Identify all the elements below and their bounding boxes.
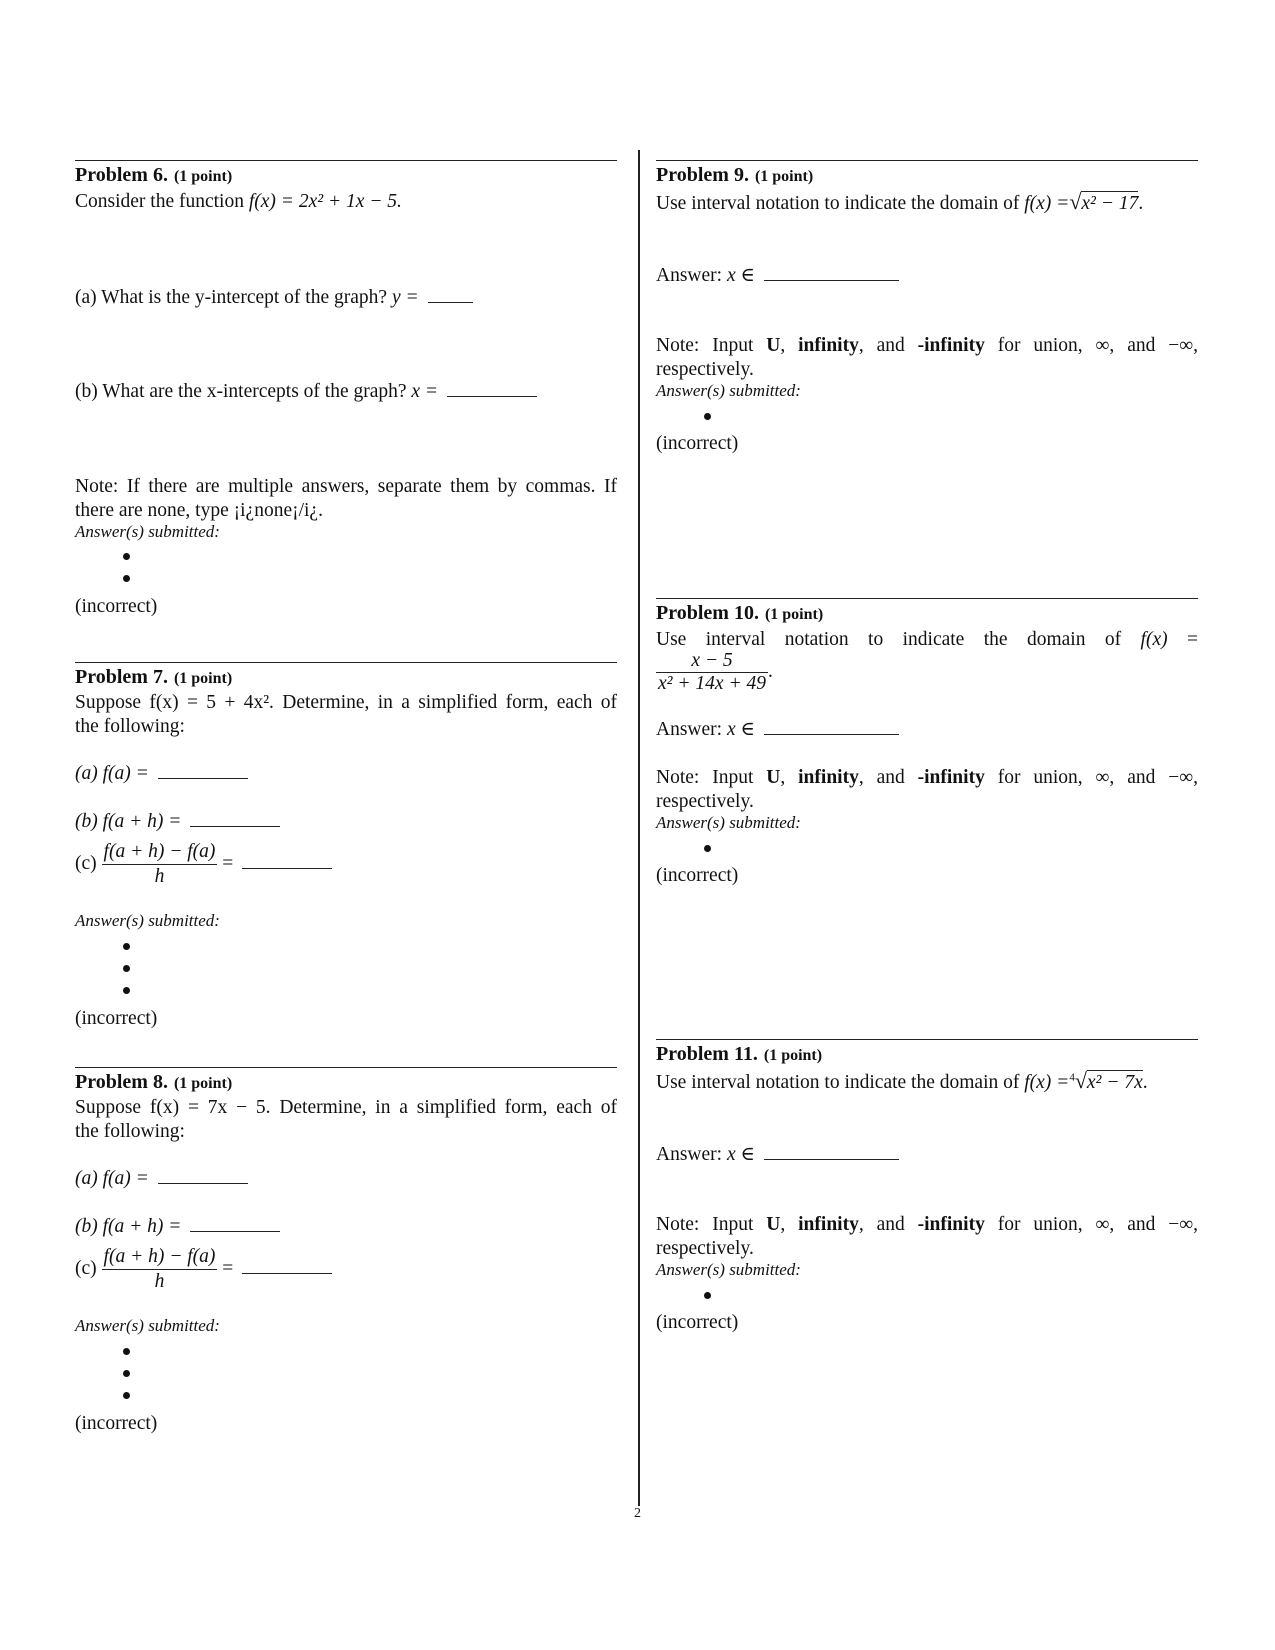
question-b <box>75 380 537 404</box>
bullet-icon <box>123 965 130 972</box>
problem-points: (1 point) <box>754 168 814 185</box>
answer-blank[interactable] <box>190 1215 280 1232</box>
problem-11 <box>656 1039 1198 1359</box>
statement-word: indicate <box>902 629 965 650</box>
problem-divider-rule <box>75 1067 617 1068</box>
expression: (b) f(a + h) = <box>75 1216 182 1237</box>
note-tail: for union, ∞, and −∞, <box>997 1214 1199 1235</box>
problem-points: (1 point) <box>173 1075 233 1092</box>
answers-submitted-label: Answer(s) submitted: <box>75 911 220 930</box>
note-input: Input <box>712 1214 754 1235</box>
problem-10 <box>656 598 1198 918</box>
answer-blank[interactable] <box>447 380 537 397</box>
statement-word: = <box>1187 629 1198 650</box>
question-a <box>75 1167 248 1191</box>
statement-text: Consider the function <box>75 191 244 212</box>
problem-points: (1 point) <box>764 606 824 623</box>
problem-number: Problem 6. <box>75 164 168 186</box>
fraction-numerator: x − 5 <box>656 650 768 673</box>
answers-submitted-label: Answer(s) submitted: <box>75 1316 220 1335</box>
status-text: (incorrect) <box>656 1312 739 1333</box>
problem-points: (1 point) <box>173 168 233 185</box>
keyword-union: U <box>766 1214 781 1235</box>
answer-line <box>656 718 899 742</box>
question-text: (a) What is the y-intercept of the graph? <box>75 287 388 308</box>
answer-blank[interactable] <box>242 1257 332 1274</box>
question-a <box>75 762 248 786</box>
statement-word: of <box>1104 629 1122 650</box>
note-line: Note: If there are multiple answers, separate them by commas. If <box>75 476 617 497</box>
note-line: there are none, type ¡i¿none¡/i¿. <box>75 500 323 521</box>
keyword-union: U <box>766 767 781 788</box>
note-tail: for union, ∞, and −∞, <box>997 335 1199 356</box>
bullet-icon <box>123 553 130 560</box>
problem-statement: Use interval notation to indicate the domain of f(x) =√x² − 17. <box>656 189 1144 214</box>
expression: (a) f(a) = <box>75 1168 149 1189</box>
note-input: Input <box>712 767 754 788</box>
problem-6 <box>75 160 617 620</box>
function-lhs: f(x) = <box>1024 1072 1070 1093</box>
statement-word: to <box>868 629 884 650</box>
note <box>656 1213 1198 1261</box>
statement-word: interval <box>705 629 766 650</box>
problem-number: Problem 10. <box>656 602 759 624</box>
bullet-icon <box>704 413 711 420</box>
keyword-union: U <box>766 335 781 356</box>
problem-title <box>656 601 1198 625</box>
function-lhs: f(x) = <box>1024 193 1070 214</box>
problem-number: Problem 9. <box>656 164 749 186</box>
radical-sign-icon: √ <box>1069 189 1082 214</box>
keyword-neg-infinity: -infinity <box>917 767 985 788</box>
column-divider <box>638 150 640 1506</box>
x-in-symbol: x ∈ <box>726 265 755 286</box>
part-label: (c) <box>75 1257 97 1279</box>
keyword-neg-infinity: -infinity <box>917 335 985 356</box>
answer-blank[interactable] <box>158 762 248 779</box>
question-text: (b) What are the x-intercepts of the graph? <box>75 381 407 402</box>
answer-label: Answer: <box>656 1144 723 1165</box>
problem-divider-rule <box>656 160 1198 161</box>
answer-blank[interactable] <box>764 264 899 281</box>
difference-quotient <box>102 840 218 889</box>
bullet-icon <box>123 1348 130 1355</box>
keyword-infinity: infinity <box>798 767 859 788</box>
fraction-denominator: x² + 14x + 49 <box>658 673 766 694</box>
variable-label: x = <box>411 381 439 402</box>
question-b <box>75 810 280 834</box>
statement-line: the following: <box>75 716 185 737</box>
problem-statement <box>656 628 1198 652</box>
statement-text: Use interval notation to indicate the domain of <box>656 193 1020 214</box>
problem-number: Problem 8. <box>75 1071 168 1093</box>
answers-submitted-label: Answer(s) submitted: <box>656 381 801 400</box>
radicand: x² − 7x <box>1086 1072 1143 1093</box>
bullet-icon <box>704 1292 711 1299</box>
note-line: respectively. <box>656 1238 754 1259</box>
answer-blank[interactable] <box>242 852 332 869</box>
keyword-neg-infinity: -infinity <box>917 1214 985 1235</box>
statement-word: the <box>983 629 1008 650</box>
statement-word: domain <box>1026 629 1086 650</box>
bullet-icon <box>123 575 130 582</box>
radical-sign-icon: √ <box>1074 1068 1087 1093</box>
note-prefix: Note: <box>656 335 700 356</box>
problem-title <box>75 665 617 689</box>
fraction-numerator: f(a + h) − f(a) <box>102 1245 218 1270</box>
statement-line: Suppose f(x) = 5 + 4x². Determine, in a simplified form, each of <box>75 692 617 713</box>
expression: (b) f(a + h) = <box>75 811 182 832</box>
problem-divider-rule <box>75 160 617 161</box>
equals-sign: = <box>222 1257 234 1279</box>
answer-blank[interactable] <box>764 718 899 735</box>
answer-label: Answer: <box>656 265 723 286</box>
status-text: (incorrect) <box>656 433 739 454</box>
equals-sign: = <box>222 852 234 874</box>
x-in-symbol: x ∈ <box>726 1144 755 1165</box>
problem-statement <box>75 190 402 214</box>
problem-divider-rule <box>656 598 1198 599</box>
keyword-infinity: infinity <box>798 335 859 356</box>
answer-blank[interactable] <box>158 1167 248 1184</box>
statement-word: notation <box>784 629 849 650</box>
note-prefix: Note: <box>656 1214 700 1235</box>
answer-blank[interactable] <box>190 810 280 827</box>
question-b <box>75 1215 280 1239</box>
status-text: (incorrect) <box>75 1413 158 1434</box>
trailing-period: . <box>767 660 773 682</box>
problem-9 <box>656 160 1198 480</box>
problem-divider-rule <box>656 1039 1198 1040</box>
note-tail: for union, ∞, and −∞, <box>997 767 1199 788</box>
note-line: Note: Input U, infinity, and -infinity for union, ∞, and −∞, <box>656 767 1199 788</box>
status-text: (incorrect) <box>75 1008 158 1029</box>
note <box>656 766 1198 814</box>
keyword-infinity: infinity <box>798 1214 859 1235</box>
answer-blank[interactable] <box>428 286 473 303</box>
problem-statement: Use interval notation to indicate the domain of f(x) =$^4$√x² − 7x. <box>656 1068 1148 1093</box>
problem-statement <box>75 691 617 739</box>
question-a <box>75 286 473 310</box>
fraction-denominator: h <box>154 1271 165 1292</box>
answer-blank[interactable] <box>764 1143 899 1160</box>
root-index: 4 <box>1069 1071 1075 1084</box>
statement-text: Use interval notation to indicate the domain of <box>656 1072 1020 1093</box>
note <box>656 334 1198 382</box>
problem-number: Problem 7. <box>75 666 168 688</box>
note <box>75 475 617 523</box>
problem-8 <box>75 1067 617 1437</box>
note-prefix: Note: <box>656 767 700 788</box>
expression: (a) f(a) = <box>75 763 149 784</box>
variable-label: y = <box>391 287 419 308</box>
problem-title <box>656 163 1198 187</box>
bullet-icon <box>123 943 130 950</box>
problem-statement <box>75 1096 617 1144</box>
answer-line <box>656 264 899 288</box>
part-label: (c) <box>75 852 97 874</box>
statement-word: f(x) <box>1140 629 1168 650</box>
bullet-icon <box>123 1370 130 1377</box>
question-c <box>75 1245 332 1294</box>
note-line: respectively. <box>656 791 754 812</box>
answer-label: Answer: <box>656 719 723 740</box>
problem-7 <box>75 662 617 1029</box>
page-number: 2 <box>634 1506 641 1521</box>
answers-submitted-label: Answer(s) submitted: <box>656 1260 801 1279</box>
fraction-denominator: h <box>154 866 165 887</box>
problem-divider-rule <box>75 662 617 663</box>
problem-title <box>75 1070 617 1094</box>
statement-line: Suppose f(x) = 7x − 5. Determine, in a simplified form, each of <box>75 1097 617 1118</box>
problem-points: (1 point) <box>763 1047 823 1064</box>
answer-line <box>656 1143 899 1167</box>
fraction-numerator: f(a + h) − f(a) <box>102 840 218 865</box>
problem-points: (1 point) <box>173 670 233 687</box>
question-c <box>75 840 332 889</box>
answers-submitted-label: Answer(s) submitted: <box>75 522 220 541</box>
x-in-symbol: x ∈ <box>726 719 755 740</box>
bullet-icon <box>123 987 130 994</box>
problem-title <box>656 1042 1198 1066</box>
bullet-icon <box>704 845 711 852</box>
note-line: Note: Input U, infinity, and -infinity for union, ∞, and −∞, <box>656 1214 1199 1235</box>
problem-title <box>75 163 617 187</box>
bullet-icon <box>123 1392 130 1399</box>
radicand: x² − 17 <box>1081 193 1139 214</box>
statement-line: the following: <box>75 1121 185 1142</box>
note-line: Note: Input U, infinity, and -infinity for union, ∞, and −∞, <box>656 335 1199 356</box>
rational-function <box>656 650 773 695</box>
status-text: (incorrect) <box>656 865 739 886</box>
function-expression: f(x) = 2x² + 1x − 5. <box>248 191 402 212</box>
note-input: Input <box>712 335 754 356</box>
note-line: respectively. <box>656 359 754 380</box>
difference-quotient <box>102 1245 218 1294</box>
problem-number: Problem 11. <box>656 1043 758 1065</box>
status-text: (incorrect) <box>75 596 158 617</box>
answers-submitted-label: Answer(s) submitted: <box>656 813 801 832</box>
rational-fraction <box>656 650 768 695</box>
statement-word: Use <box>656 629 687 650</box>
